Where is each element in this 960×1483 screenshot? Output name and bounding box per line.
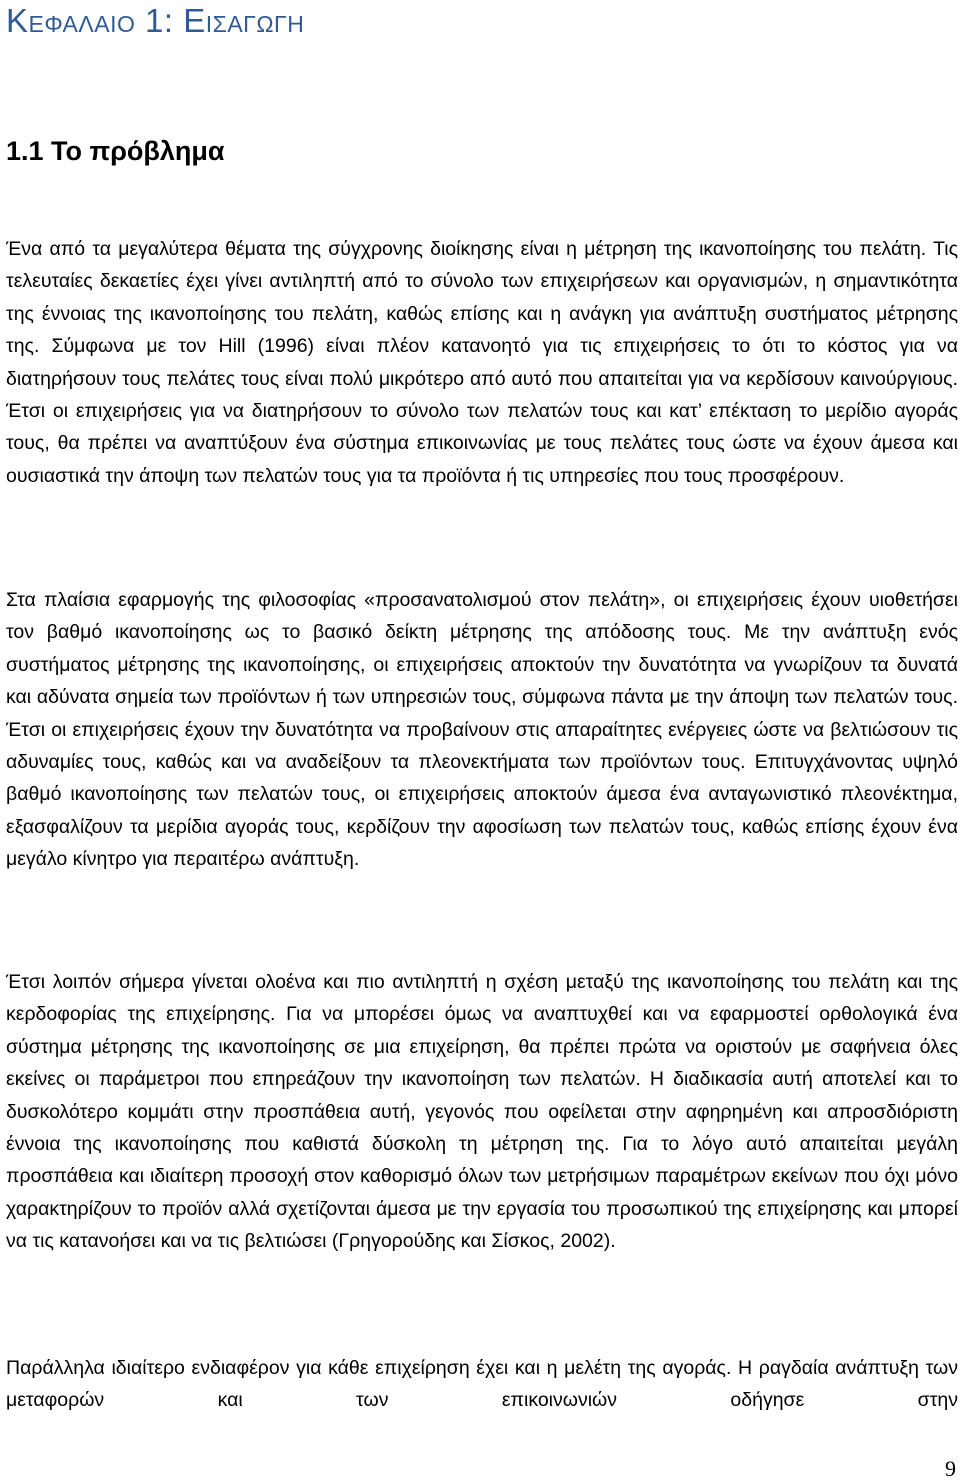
paragraph: Έτσι λοιπόν σήμερα γίνεται ολοένα και πιο αντιληπτή η σχέση μεταξύ της ικανοποίησης του πελάτη και της κερδοφορίας της επιχείρησης. Για να μπορέσει όμως να αναπτυχθεί και να εφαρμοστεί ορθολογικά ένα σύστημα μέτρησης της ικανοποίησης σε μια επιχείρηση, θα πρέπει πρώτα να οριστούν με σαφήνεια όλες εκείνες οι παράμετροι που επηρεάζουν την ικανοποίηση των πελατών. Η διαδικασία αυτή αποτελεί και το δυσκολότερο κομμάτι στην προσπάθεια αυτή, γεγονός που οφείλεται στην αφηρημένη και απροσδιόριστη έννοια της ικανοποίησης που καθιστά δύσκολη τη μέτρηση της. Για το λόγο αυτό απαιτείται μεγάλη προσπάθεια και ιδιαίτερη προσοχή στον καθορισμό όλων των μετρήσιμων παραμέτρων εκείνων που όχι μόνο χαρακτηρίζουν το προϊόν αλλά σχετίζονται άμεσα με την εργασία του προσωπικού της επιχείρησης και μπορεί να τις κατανοήσει και να τις βελτιώσει (Γρηγορούδης και Σίσκος, 2002). — [6, 971, 958, 1253]
chapter-title: Κεφαλαιο 1: Εισαγωγη — [6, 2, 305, 39]
paragraph: Στα πλαίσια εφαρμογής της φιλοσοφίας «προσανατολισμού στον πελάτη», οι επιχειρήσεις έχουν υιοθετήσει τον βαθμό ικανοποίησης ως το βασικό δείκτη μέτρησης της απόδοσης τους. Με την ανάπτυξη ενός συστήματος μέτρησης της ικανοποίησης, οι επιχειρήσεις αποκτούν την δυνατότητα να γνωρίζουν τα δυνατά και αδύνατα σημεία των προϊόντων ή των υπηρεσιών τους, σύμφωνα πάντα με την άποψη των πελατών τους. Έτσι οι επιχειρήσεις έχουν την δυνατότητα να προβαίνουν στις απαραίτητες ενέργειες ώστε να βελτιώσουν τις αδυναμίες τους, καθώς και να αναδείξουν τα πλεονεκτήματα των προϊόντων τους. Επιτυγχάνοντας υψηλό βαθμό ικανοποίησης των πελατών τους, οι επιχειρήσεις αποκτούν άμεσα ένα ανταγωνιστικό πλεονέκτημα, εξασφαλίζουν τα μερίδια αγοράς τους, κερδίζουν την αφοσίωση των πελατών τους, καθώς επίσης έχουν ένα μεγάλο κίνητρο για περαιτέρω ανάπτυξη. — [6, 589, 958, 871]
paragraph: Παράλληλα ιδιαίτερο ενδιαφέρον για κάθε επιχείρηση έχει και η μελέτη της αγοράς. Η ραγδαία ανάπτυξη των μεταφορών και των επικοινωνιών οδήγησε στην — [6, 1357, 958, 1412]
page-number: 9 — [945, 1456, 956, 1481]
section-title: 1.1 Το πρόβλημα — [6, 136, 225, 166]
paragraph: Ένα από τα μεγαλύτερα θέματα της σύγχρονης διοίκησης είναι η μέτρηση της ικανοποίησης του πελάτη. Τις τελευταίες δεκαετίες έχει γίνει αντιληπτή από το σύνολο των επιχειρήσεων και οργανισμών, η σημαντικότητα της έννοιας της ικανοποίησης του πελάτη, καθώς επίσης και η ανάγκη για ανάπτυξη συστήματος μέτρησης της. Σύμφωνα με τον Hill (1996) είναι πλέον κατανοητό για τις επιχειρήσεις το ότι το κόστος για να διατηρήσουν τους πελάτες τους είναι πολύ μικρότερο από αυτό που απαιτείται για να κερδίσουν καινούργιους. Έτσι οι επιχειρήσεις για να διατηρήσουν το σύνολο των πελατών τους και κατ’ επέκταση το μερίδιο αγοράς τους, θα πρέπει να αναπτύξουν ένα σύστημα επικοινωνίας με τους πελάτες τους ώστε να έχουν άμεσα και ουσιαστικά την άποψη των πελατών τους για τα προϊόντα ή τις υπηρεσίες που τους προσφέρουν. — [6, 238, 958, 487]
